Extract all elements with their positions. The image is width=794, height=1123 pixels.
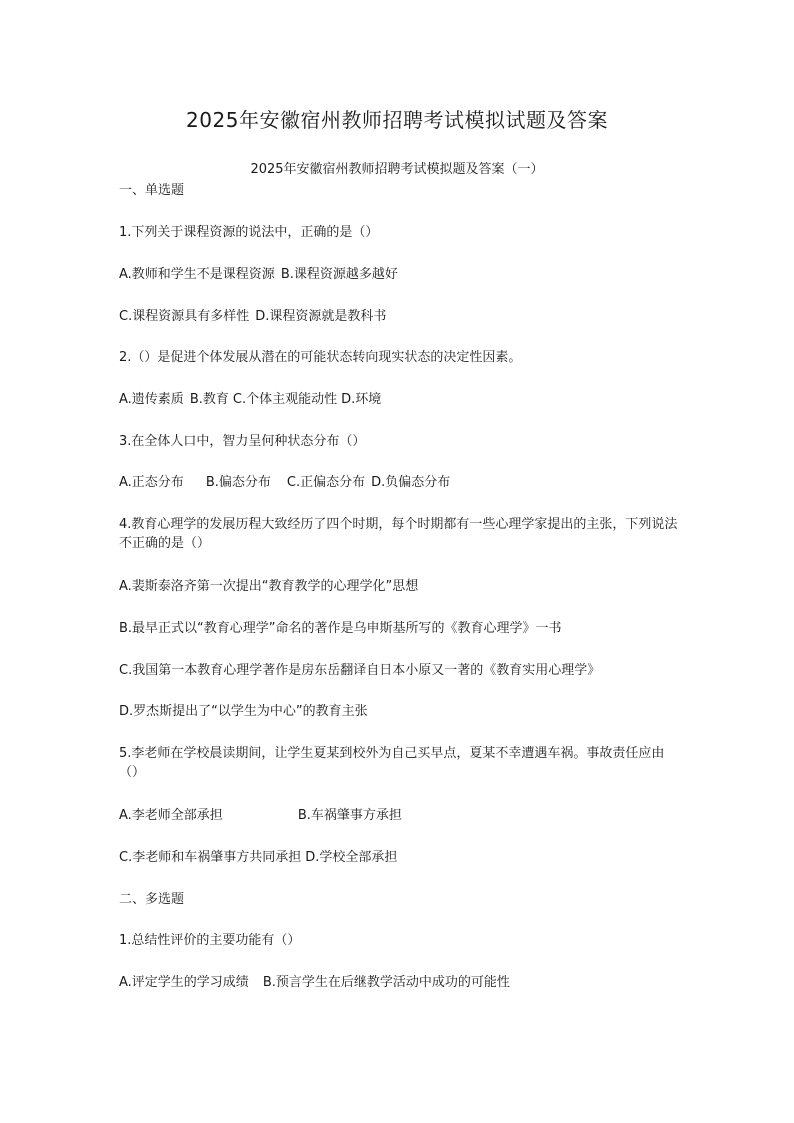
option-c: C.课程资源具有多样性 xyxy=(119,309,250,324)
document-title: 2025年安徽宿州教师招聘考试模拟试题及答案 xyxy=(186,108,608,132)
option-b: B.课程资源越多越好 xyxy=(280,267,398,282)
question-1-options-ab xyxy=(119,265,679,284)
question-4-option-a: A.裴斯泰洛齐第一次提出“教育教学的心理学化”思想 xyxy=(119,579,419,594)
question-2-stem: 2.（）是促进个体发展从潜在的可能状态转向现实状态的决定性因素。 xyxy=(119,350,522,365)
question-4-stem: 4.教育心理学的发展历程大致经历了四个时期，每个时期都有一些心理学家提出的主张，下列说法不正确的是（） xyxy=(119,517,678,551)
option-c: C.李老师和车祸肇事方共同承担 xyxy=(119,850,302,865)
option-a: A.遗传素质 xyxy=(119,392,184,407)
option-b: B.教育 xyxy=(189,392,229,407)
option-a: A.正态分布 xyxy=(119,475,184,490)
question-5-options-cd xyxy=(119,848,679,867)
option-a: A.李老师全部承担 xyxy=(119,808,223,823)
option-d: D.环境 xyxy=(341,392,382,407)
question-5-options-ab xyxy=(119,806,679,825)
option-b: B.车祸肇事方承担 xyxy=(297,808,402,823)
question-2-options xyxy=(119,390,679,409)
question-1-options-cd xyxy=(119,307,679,326)
question-4-option-d: D.罗杰斯提出了“以学生为中心”的教育主张 xyxy=(119,704,368,719)
question-4-option-b: B.最早正式以“教育心理学”命名的著作是乌申斯基所写的《教育心理学》一书 xyxy=(119,621,562,636)
section-heading-multiple-choice: 二、多选题 xyxy=(119,892,185,907)
option-d: D.学校全部承担 xyxy=(305,850,398,865)
option-b: B.偏态分布 xyxy=(205,475,271,490)
option-a: A.教师和学生不是课程资源 xyxy=(119,267,275,282)
option-c: C.个体主观能动性 xyxy=(232,392,338,407)
question-4-option-c: C.我国第一本教育心理学著作是房东岳翻译自日本小原又一著的《教育实用心理学》 xyxy=(119,663,601,678)
option-d: D.课程资源就是教科书 xyxy=(255,309,387,324)
option-d: D.负偏态分布 xyxy=(371,475,451,490)
section-heading-single-choice: 一、单选题 xyxy=(119,183,185,198)
question-3-options xyxy=(119,473,679,492)
option-b: B.预言学生在后继教学活动中成功的可能性 xyxy=(262,975,510,990)
multi-question-1-stem: 1.总结性评价的主要功能有（） xyxy=(119,933,301,948)
question-1-stem: 1.下列关于课程资源的说法中，正确的是（） xyxy=(119,225,379,240)
question-3-stem: 3.在全体人口中，智力呈何种状态分布（） xyxy=(119,434,366,449)
multi-question-1-options xyxy=(119,973,679,992)
document-subtitle: 2025年安徽宿州教师招聘考试模拟题及答案（一） xyxy=(250,162,544,177)
question-5-stem: 5.李老师在学校晨读期间，让学生夏某到校外为自己买早点，夏某不幸遭遇车祸。事故责任应由（） xyxy=(119,746,665,780)
option-a: A.评定学生的学习成绩 xyxy=(119,975,249,990)
option-c: C.正偏态分布 xyxy=(286,475,366,490)
